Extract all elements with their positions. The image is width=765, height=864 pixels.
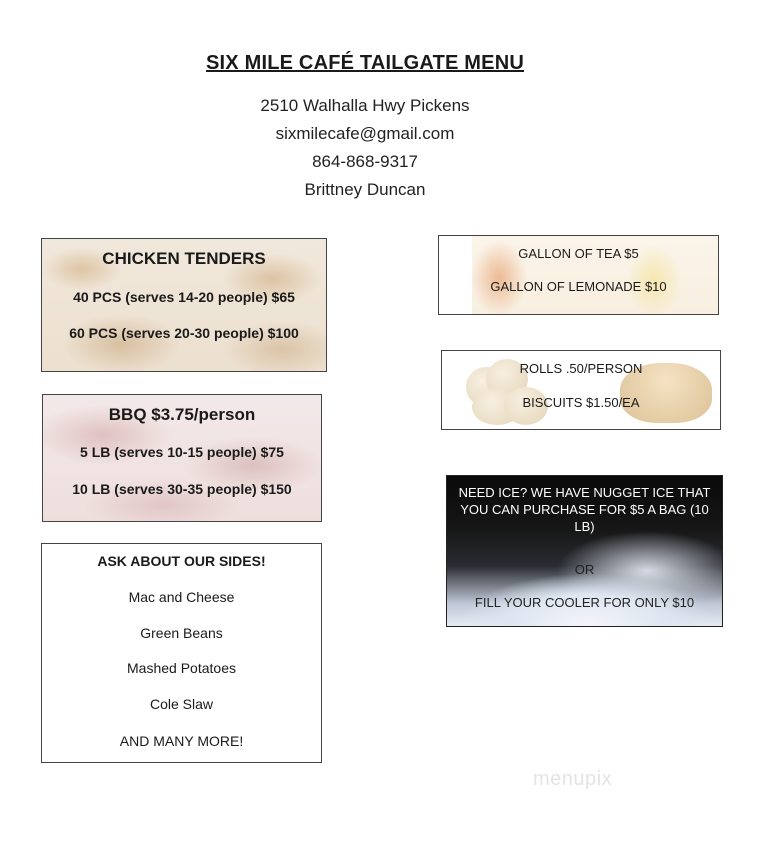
chicken-heading: CHICKEN TENDERS — [102, 249, 266, 268]
menu-title: SIX MILE CAFÉ TAILGATE MENU — [206, 52, 524, 74]
bbq-item: 10 LB (serves 30-35 people) $150 — [72, 481, 292, 497]
bbq-item: 5 LB (serves 10-15 people) $75 — [80, 444, 284, 460]
phone: 864-868-9317 — [312, 152, 418, 171]
side-item: Mac and Cheese — [128, 589, 235, 605]
bbq-box — [42, 394, 322, 522]
ice-cooler-text: FILL YOUR COOLER FOR ONLY $10 — [474, 595, 695, 610]
side-item: Mashed Potatoes — [127, 660, 236, 676]
bread-item: BISCUITS $1.50/EA — [522, 395, 640, 410]
email: sixmilecafe@gmail.com — [275, 124, 455, 143]
sides-box — [41, 543, 322, 763]
ice-or-text: OR — [574, 562, 595, 577]
bread-item: ROLLS .50/PERSON — [519, 361, 643, 376]
sides-heading: ASK ABOUT OUR SIDES! — [97, 553, 266, 569]
drink-item: GALLON OF LEMONADE $10 — [490, 279, 667, 294]
side-item: Cole Slaw — [149, 696, 214, 712]
address: 2510 Walhalla Hwy Pickens — [260, 96, 470, 115]
ice-offer-text: NEED ICE? WE HAVE NUGGET ICE THAT YOU CAN PURCHASE FOR $5 A BAG (10 LB) — [458, 485, 711, 534]
side-item: AND MANY MORE! — [119, 733, 244, 749]
bbq-heading: BBQ $3.75/person — [108, 405, 256, 424]
chicken-item: 60 PCS (serves 20-30 people) $100 — [69, 325, 299, 341]
drink-item: GALLON OF TEA $5 — [518, 246, 639, 261]
contact-name: Brittney Duncan — [304, 180, 426, 199]
chicken-item: 40 PCS (serves 14-20 people) $65 — [73, 289, 295, 305]
watermark-logo: menupix — [533, 768, 613, 790]
bread-box — [441, 350, 721, 430]
side-item: Green Beans — [140, 625, 223, 641]
drinks-box — [438, 235, 719, 315]
chicken-tenders-box — [41, 238, 327, 372]
ice-box — [446, 475, 723, 627]
